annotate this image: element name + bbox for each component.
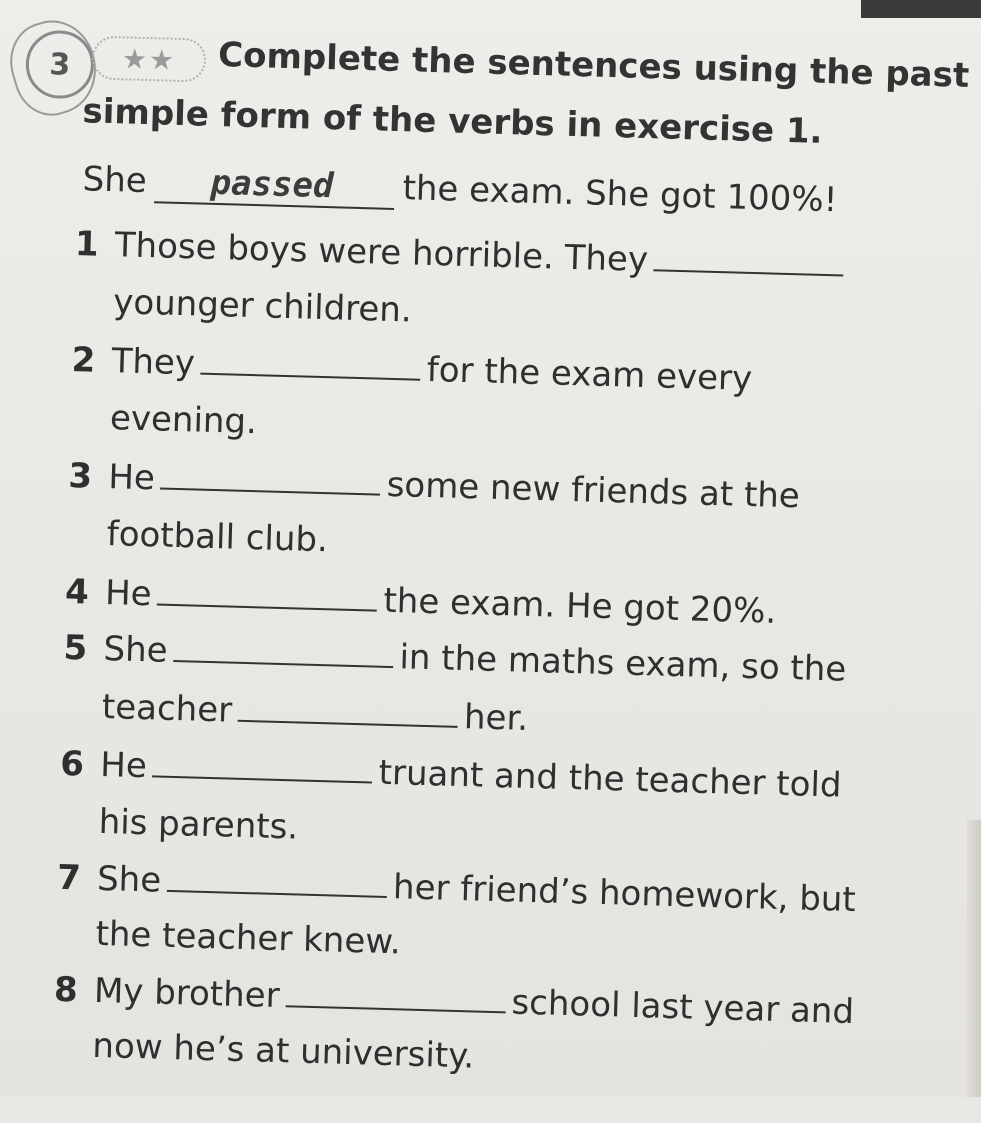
sentence-2 (71, 339, 753, 399)
sentence-5-before: She (103, 629, 169, 671)
answer-blank-7[interactable] (167, 860, 388, 898)
sentence-3 (68, 455, 801, 516)
sentence-4-before: He (104, 573, 153, 615)
sentence-8-continued: now he’s at university. (91, 1025, 475, 1077)
sentence-5-continued (101, 686, 528, 739)
difficulty-stars: ★★ (91, 35, 206, 82)
sentence-6-after: truant and the teacher told (378, 752, 843, 806)
answer-blank-4[interactable] (157, 574, 378, 612)
item-number: 8 (53, 969, 79, 1011)
item-number: 6 (59, 743, 85, 785)
item-number: 2 (71, 340, 96, 381)
answer-blank-1[interactable] (654, 239, 845, 276)
example-answer: passed (154, 161, 395, 210)
example-sentence (82, 159, 838, 222)
example-after: the exam. She got 100%! (402, 168, 838, 221)
sentence-7-continued: the teacher knew. (95, 913, 402, 963)
page-edge-shadow (967, 820, 981, 1097)
sentence-5-cont-after: her. (463, 697, 529, 739)
item-number: 1 (74, 224, 100, 265)
sentence-3-after: some new friends at the (386, 464, 801, 517)
exercise-header (16, 23, 970, 158)
sentence-4 (65, 571, 777, 632)
answer-blank-2[interactable] (201, 343, 422, 381)
item-number: 7 (56, 857, 82, 899)
exercise-number: 3 (25, 30, 95, 100)
sentence-2-after: for the exam every (426, 349, 753, 400)
sentence-2-before: They (111, 341, 196, 384)
page-corner-tab (861, 0, 981, 18)
item-number: 3 (67, 455, 93, 497)
answer-blank-5b[interactable] (238, 690, 459, 728)
sentence-3-before: He (107, 457, 156, 499)
sentence-2-continued: evening. (109, 398, 258, 443)
sentence-6-before: He (99, 744, 148, 787)
sentence-1-continued: younger children. (112, 282, 413, 331)
sentence-7-before: She (96, 858, 162, 901)
answer-blank-3[interactable] (161, 458, 382, 496)
sentence-8 (53, 969, 854, 1032)
sentence-1 (74, 223, 850, 286)
instruction-line-2: simple form of the verbs in exercise 1. (82, 91, 824, 152)
sentence-6 (60, 743, 842, 806)
sentence-5-cont-before: teacher (101, 686, 233, 731)
sentence-7-after: her friend’s homework, but (392, 867, 857, 921)
sentence-5-after: in the maths exam, so the (398, 637, 847, 690)
answer-blank-6[interactable] (152, 745, 373, 783)
item-number: 4 (64, 571, 90, 613)
sentence-6-continued: his parents. (98, 801, 299, 848)
sentence-8-after: school last year and (510, 982, 855, 1033)
sentence-3-continued: football club. (106, 514, 329, 561)
sentence-4-after: the exam. He got 20%. (382, 580, 777, 632)
sentence-7 (57, 857, 857, 920)
item-number: 5 (63, 627, 88, 669)
example-before: She (82, 159, 148, 202)
sentence-1-before: Those boys were horrible. They (114, 225, 649, 281)
instruction-line-1: Complete the sentences using the past (217, 34, 970, 96)
answer-blank-8[interactable] (285, 975, 506, 1013)
answer-blank-5a[interactable] (173, 630, 394, 668)
sentence-8-before: My brother (93, 970, 281, 1017)
sentence-5 (63, 627, 847, 690)
